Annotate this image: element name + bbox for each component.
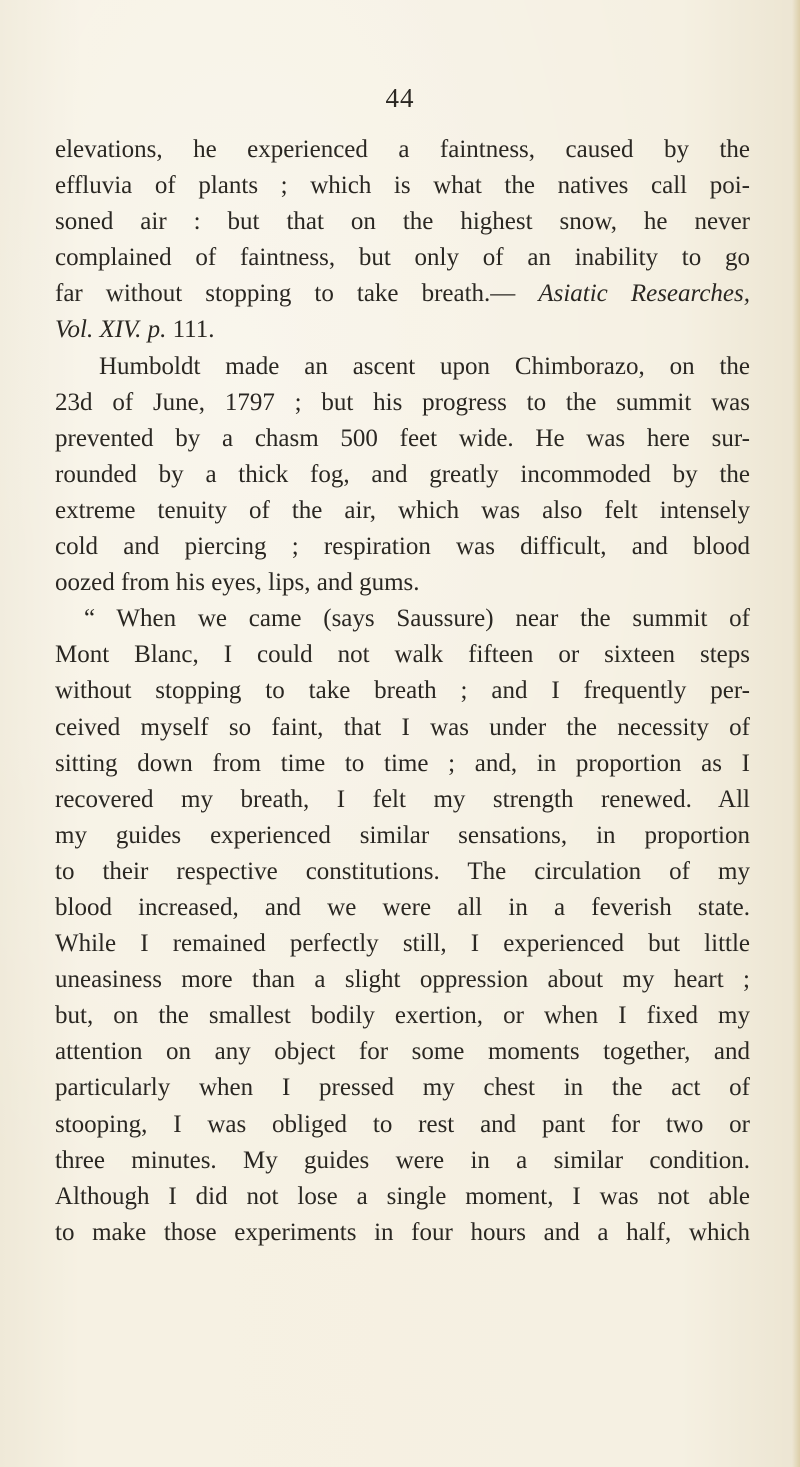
text-line-citation [55,312,750,348]
text-line: ceived myself so faint, that I was under the necessity of [55,713,750,741]
text-line: to their respective constitutions. The circulation of my [55,857,750,885]
text-line: Although I did not lose a single moment, I was not able [55,1182,750,1210]
text-line: prevented by a chasm 500 feet wide. He was here sur- [55,424,750,452]
text-line: three minutes. My guides were in a similar condition. [55,1146,750,1174]
page-edge-shadow [792,0,800,1467]
citation-volume: Vol. XIV. p. [55,316,167,344]
text-line: complained of faintness, but only of an inability to go [55,244,750,272]
text-line: extreme tenuity of the air, which was also felt intensely [55,496,750,524]
text-line: Mont Blanc, I could not walk fifteen or sixteen steps [55,641,750,669]
text-line: sitting down from time to time ; and, in proportion as I [55,749,750,777]
text-line: 23d of June, 1797 ; but his progress to the summit was [55,388,750,416]
text-line: effluvia of plants ; which is what the natives call poi- [55,172,750,200]
text-line: oozed from his eyes, lips, and gums. [55,569,420,597]
text-line-paragraph-start: “ When we came (says Saussure) near the summit of [84,605,750,633]
text-line: recovered my breath, I felt my strength renewed. All [55,785,750,813]
text-line: but, on the smallest bodily exertion, or when I fixed my [55,1002,750,1030]
body-text [55,132,750,1251]
text-run: far without stopping to take breath.— [55,280,539,308]
text-line: particularly when I pressed my chest in the act of [55,1074,750,1102]
text-line: rounded by a thick fog, and greatly incommoded by the [55,460,750,488]
text-line: blood increased, and we were all in a feverish state. [55,893,750,921]
text-line: to make those experiments in four hours and a half, which [55,1218,750,1246]
page-number: 44 [385,83,415,113]
citation-title: Asiatic Researches, [538,280,750,308]
text-line: stooping, I was obliged to rest and pant for two or [55,1110,750,1138]
text-line: without stopping to take breath ; and I frequently per- [55,677,750,705]
text-line: my guides experienced similar sensations, in proportion [55,821,750,849]
citation-page: 111. [166,316,215,344]
text-line: While I remained perfectly still, I experienced but little [55,930,750,958]
text-line: cold and piercing ; respiration was difficult, and blood [55,533,750,561]
text-line: elevations, he experienced a faintness, caused by the [55,136,750,163]
text-line: uneasiness more than a slight oppression about my heart ; [55,966,750,994]
text-line: attention on any object for some moments together, and [55,1038,750,1066]
text-line: soned air : but that on the highest snow, he never [55,208,750,236]
text-line-citation [55,276,750,312]
text-line-paragraph-start: Humboldt made an ascent upon Chimborazo, on the [99,352,750,380]
